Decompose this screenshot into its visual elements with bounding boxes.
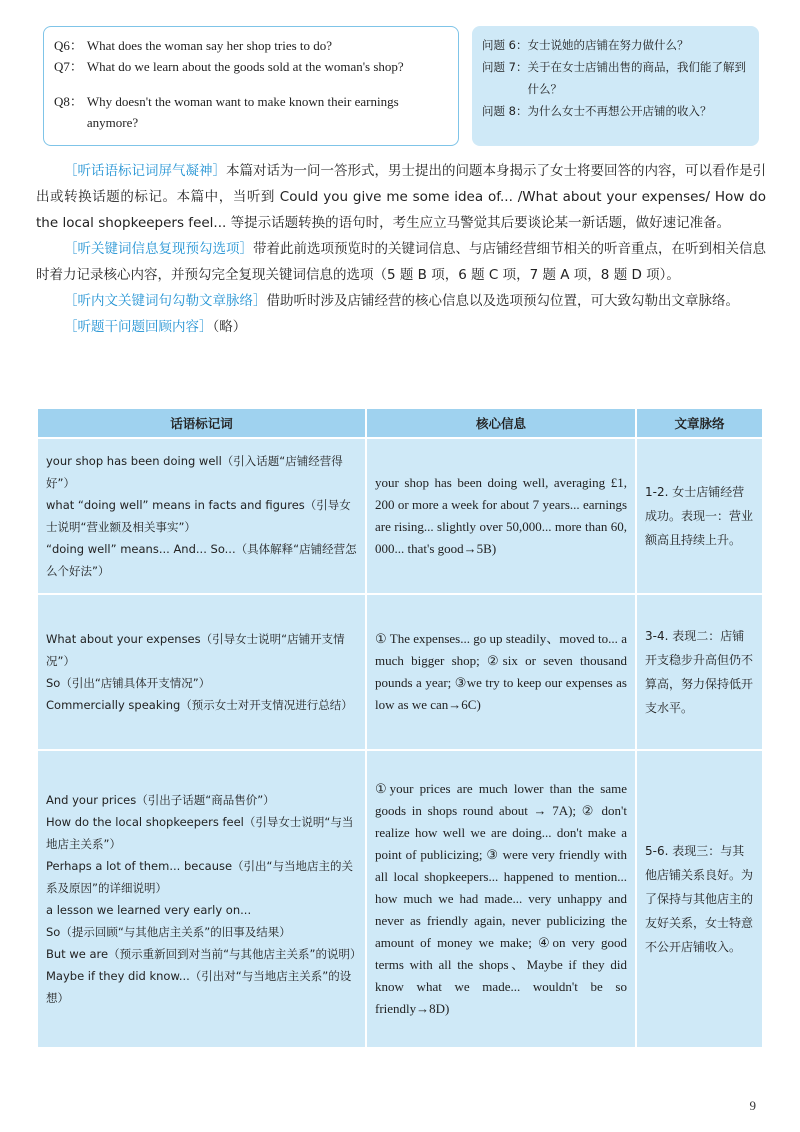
marker-line: What about your expenses（引导女士说明“店铺开支情况”） — [46, 632, 345, 668]
questions-english-box — [43, 26, 459, 146]
question-number: Q6： — [54, 38, 83, 53]
paragraph-tag: ［听题干问题回顾内容］ — [64, 319, 213, 335]
question-number: Q8： — [54, 94, 83, 109]
question-zh-7 — [482, 56, 749, 100]
marker-line: And your prices（引出子话题“商品售价”） — [46, 793, 275, 807]
paragraph — [36, 236, 766, 288]
paragraph-tag: ［听关键词信息复现预勾选项］ — [64, 241, 253, 257]
markers-cell — [38, 595, 365, 749]
marker-line: Maybe if they did know...（引出对“与当地店主关系”的设想） — [46, 969, 352, 1005]
question-q6 — [54, 35, 448, 56]
marker-line: So（提示回顾“与其他店主关系”的旧事及结果） — [46, 925, 291, 939]
question-text: What does the woman say her shop tries to do? — [86, 38, 333, 53]
column-header-context: 文章脉络 — [637, 409, 762, 437]
markers-cell — [38, 751, 365, 1047]
markers-cell — [38, 439, 365, 593]
column-header-markers: 话语标记词 — [38, 409, 365, 437]
context-cell: 3-4. 表现二：店铺开支稳步升高但仍不算高，努力保持低开支水平。 — [637, 595, 762, 749]
question-zh-6 — [482, 34, 749, 56]
core-info-cell: your shop has been doing well, averaging £1, 200 or more a week for about 7 years... earnings are rising... slightly over 50,000... more than 60, 000... that's good→5B) — [367, 439, 635, 593]
marker-line: Perhaps a lot of them... because（引出“与当地店主的关系及原因”的详细说明） — [46, 859, 354, 895]
question-text: 女士说她的店铺在努力做什么？ — [527, 38, 689, 52]
question-text: What do we learn about the goods sold at the woman's shop? — [86, 59, 404, 74]
paragraph-text: （略） — [212, 319, 247, 335]
context-cell: 1-2. 女士店铺经营成功。表现一：营业额高且持续上升。 — [637, 439, 762, 593]
paragraph-text: 借助听时涉及店铺经营的核心信息以及选项预勾位置，可大致勾勒出文章脉络。 — [266, 293, 739, 309]
paragraph — [36, 158, 766, 236]
paragraph — [36, 314, 766, 340]
questions-chinese-box — [472, 26, 759, 146]
marker-line: Commercially speaking（预示女士对开支情况进行总结） — [46, 698, 353, 712]
marker-line: what “doing well” means in facts and figures（引导女士说明“营业额及相关事实”） — [46, 498, 351, 534]
question-number: 问题 8： — [482, 104, 528, 118]
question-text: 关于在女士店铺出售的商品，我们能了解到什么？ — [527, 60, 746, 96]
core-info-cell: ①your prices are much lower than the same goods in shops round about → 7A); ② don't realize how well we are doing... don't make a point of publicizing; ③ were very friendly with all local shopkeepers... happened to mention... how much we had made... very unhappy and never as friendly again, never publicizing the amount of money we make; ④on very good terms with all the shops、Maybe if they did know what we made... wouldn't be so friendly→8D) — [367, 751, 635, 1047]
marker-line: your shop has been doing well（引入话题“店铺经营得好”） — [46, 454, 343, 490]
paragraph-text: 带着此前选项预览时的关键词信息、与店铺经营细节相关的听音重点，在听到相关信息时着力记录核心内容，并预勾完全复现关键词信息的选项（5 题 B 项，6 题 C 项，7 题 A 项，8 题 D 项）。 — [36, 241, 766, 283]
core-info-cell: ① The expenses... go up steadily、moved to... a much bigger shop; ②six or seven thousand pounds a year; ③we try to keep our expenses as low as we can→6C) — [367, 595, 635, 749]
marker-line: “doing well” means... And... So...（具体解释“店铺经营怎么个好法”） — [46, 542, 357, 578]
marker-line: But we are（预示重新回到对当前“与其他店主关系”的说明） — [46, 947, 362, 961]
question-q7 — [54, 56, 448, 77]
marker-line: How do the local shopkeepers feel（引导女士说明“与当地店主关系”） — [46, 815, 354, 851]
context-cell: 5-6. 表现三：与其他店铺关系良好。为了保持与其他店主的友好关系，女士特意不公开店铺收入。 — [637, 751, 762, 1047]
question-q8 — [54, 91, 448, 133]
column-header-core: 核心信息 — [367, 409, 635, 437]
table-row — [38, 751, 762, 1047]
paragraph-text: 本篇对话为一问一答形式，男士提出的问题本身揭示了女士将要回答的内容，可以看作是引出或转换话题的标记。本篇中，当听到 Could you give me some idea of... /What about your expenses/ How do the local shopkeepers feel... 等提示话题转换的语句时，考生应立马警觉其后要谈论某一新话题，做好速记准备。 — [36, 163, 766, 231]
marker-line: a lesson we learned very early on... — [46, 903, 252, 917]
question-text: Why doesn't the woman want to make known their earnings anymore? — [86, 94, 399, 130]
paragraph-tag: ［听内文关键词句勾勒文章脉络］ — [64, 293, 267, 309]
page-number: 9 — [749, 1098, 756, 1113]
table-row — [38, 439, 762, 593]
question-text: 为什么女士不再想公开店铺的收入？ — [527, 104, 712, 118]
paragraph-tag: ［听话语标记词屏气凝神］ — [64, 163, 226, 179]
strategy-paragraphs — [36, 158, 766, 340]
question-number: 问题 6： — [482, 38, 528, 52]
paragraph — [36, 288, 766, 314]
question-zh-8 — [482, 100, 749, 122]
question-number: Q7： — [54, 59, 83, 74]
analysis-table — [36, 407, 764, 1049]
question-number: 问题 7： — [482, 60, 528, 74]
marker-line: So（引出“店铺具体开支情况”） — [46, 676, 211, 690]
table-header-row — [38, 409, 762, 437]
table-row — [38, 595, 762, 749]
